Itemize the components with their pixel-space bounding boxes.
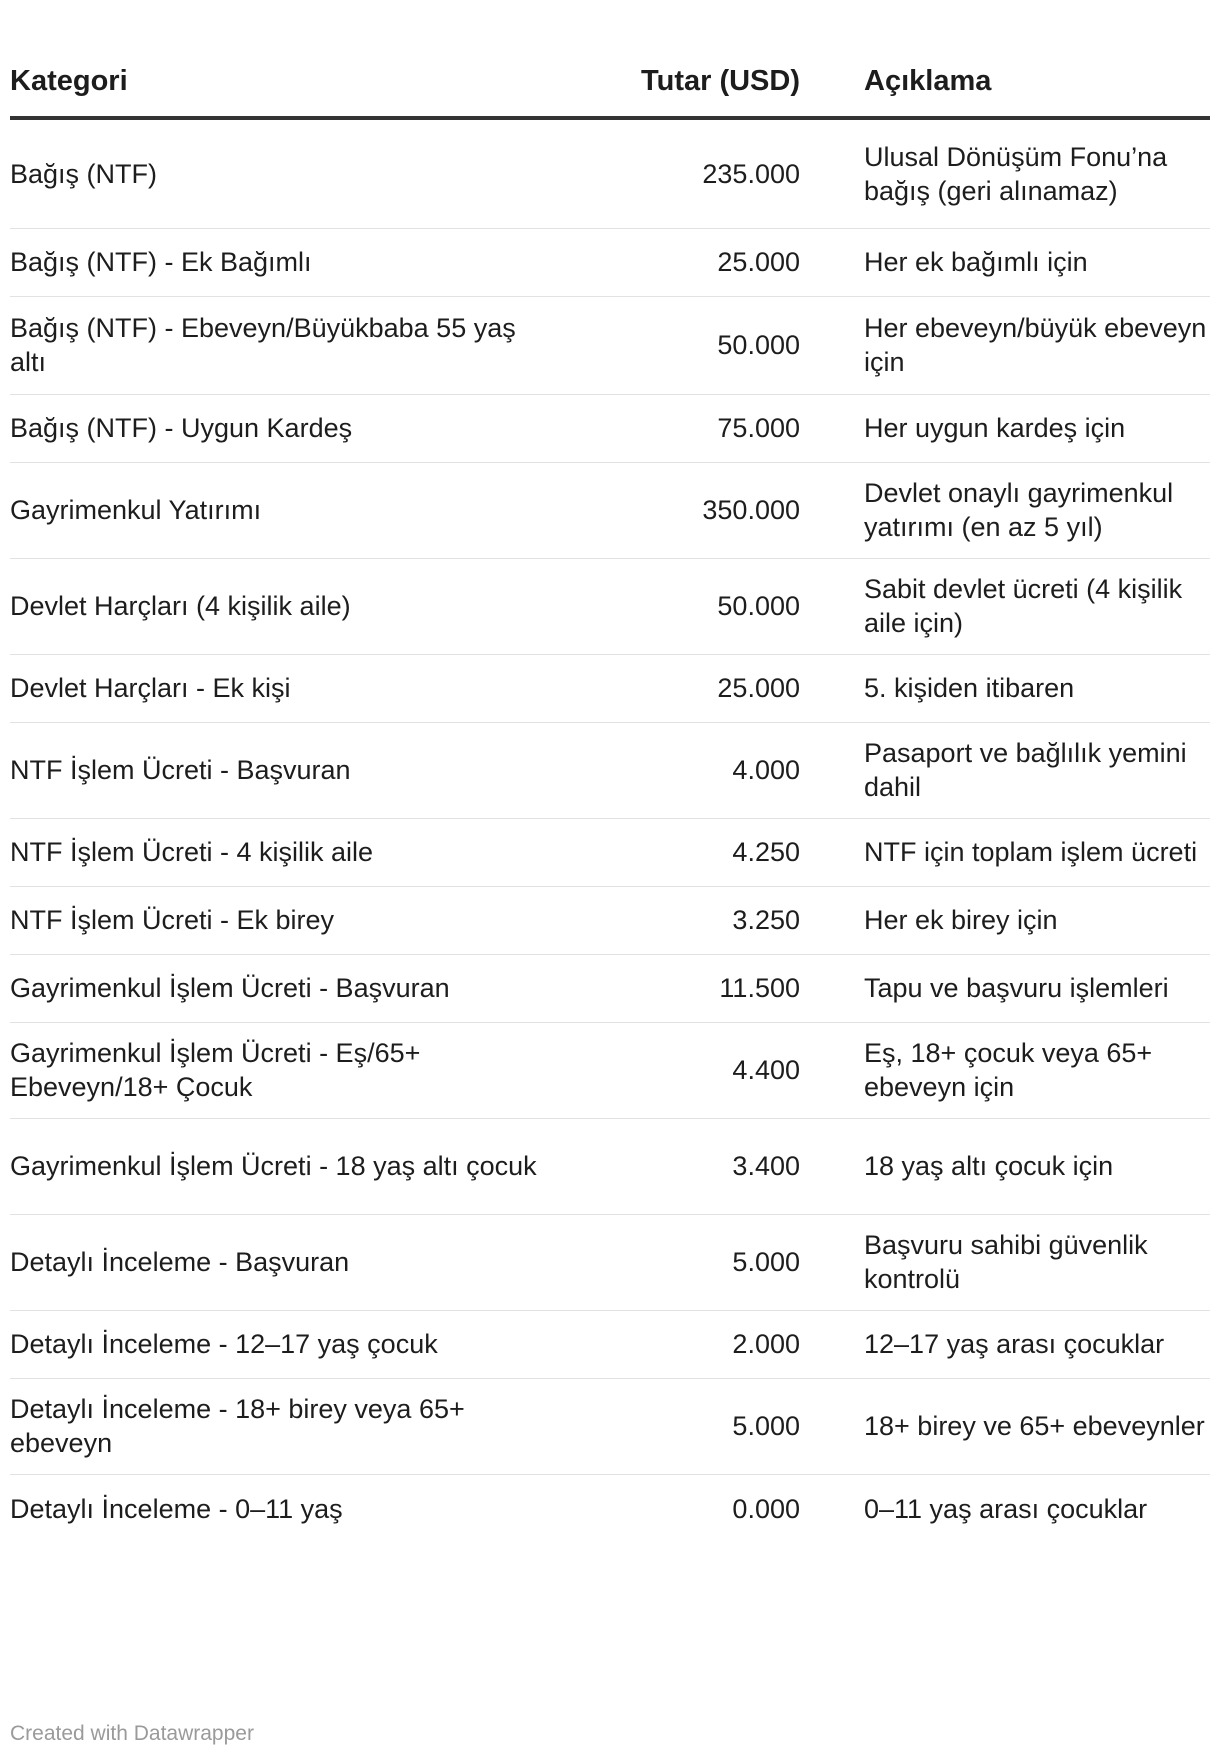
table-row [10,1022,1210,1118]
cell-description: 12–17 yaş arası çocuklar [800,1310,1210,1378]
datawrapper-credit[interactable]: Created with Datawrapper [10,1722,254,1745]
cell-category: Devlet Harçları - Ek kişi [10,654,590,722]
table-row [10,558,1210,654]
table-row [10,118,1210,228]
table-row [10,818,1210,886]
table-row [10,1214,1210,1310]
table-row [10,954,1210,1022]
header-amount: Tutar (USD) [590,0,800,118]
header-row [10,0,1210,118]
cell-description: 18 yaş altı çocuk için [800,1118,1210,1214]
cell-category: Detaylı İnceleme - 0–11 yaş [10,1494,343,1525]
cell-amount: 50.000 [590,558,800,654]
cell-description: Eş, 18+ çocuk veya 65+ ebeveyn için [800,1022,1210,1118]
cell-amount: 4.250 [590,818,800,886]
table-row [10,722,1210,818]
header-category: Kategori [10,0,590,118]
table-row [10,886,1210,954]
table-row [10,1118,1210,1214]
cell-amount: 5.000 [590,1378,800,1474]
cell-amount: 2.000 [590,1310,800,1378]
cell-category: Detaylı İnceleme - Başvuran [10,1214,590,1310]
table-row [10,228,1210,296]
table-row [10,394,1210,462]
cell-amount: 3.400 [590,1118,800,1214]
cell-category: Bağış (NTF) - Ebeveyn/Büyükbaba 55 yaş altı [10,296,590,394]
cell-description: 0–11 yaş arası çocuklar [864,1494,1148,1525]
table-row [10,462,1210,558]
cell-amount: 25.000 [590,228,800,296]
cell-description: 18+ birey ve 65+ ebeveynler [800,1378,1210,1474]
cell-description: Ulusal Dönüşüm Fonu’na bağış (geri alınamaz) [800,118,1210,228]
cell-amount: 5.000 [590,1214,800,1310]
cell-category: Bağış (NTF) - Uygun Kardeş [10,394,590,462]
cell-description: Her ebeveyn/büyük ebeveyn için [800,296,1210,394]
cell-category: Bağış (NTF) - Ek Bağımlı [10,228,590,296]
cell-category: Gayrimenkul Yatırımı [10,462,590,558]
cell-category: Detaylı İnceleme - 12–17 yaş çocuk [10,1310,590,1378]
cell-category: Gayrimenkul İşlem Ücreti - Başvuran [10,954,590,1022]
cell-category: NTF İşlem Ücreti - Başvuran [10,722,590,818]
fee-table [10,0,1210,1544]
table-header [10,0,1210,118]
cell-description: Pasaport ve bağlılık yemini dahil [800,722,1210,818]
cell-amount: 25.000 [590,654,800,722]
cell-amount: 50.000 [590,296,800,394]
cell-category: Detaylı İnceleme - 18+ birey veya 65+ ebeveyn [10,1378,590,1474]
cell-amount: 235.000 [590,118,800,228]
cell-description: Her uygun kardeş için [800,394,1210,462]
table-row [10,1310,1210,1378]
table-container [10,0,1210,1544]
table-row [10,654,1210,722]
cell-description: NTF için toplam işlem ücreti [800,818,1210,886]
cell-description: Her ek bağımlı için [800,228,1210,296]
cell-description: Devlet onaylı gayrimenkul yatırımı (en az 5 yıl) [800,462,1210,558]
cell-category: Bağış (NTF) [10,118,590,228]
cell-description: Başvuru sahibi güvenlik kontrolü [800,1214,1210,1310]
cell-category: Devlet Harçları (4 kişilik aile) [10,558,590,654]
header-description: Açıklama [800,0,1210,118]
cell-amount: 4.400 [590,1022,800,1118]
cell-amount: 75.000 [590,394,800,462]
cell-amount: 350.000 [590,462,800,558]
cell-category: Gayrimenkul İşlem Ücreti - 18 yaş altı çocuk [10,1118,590,1214]
cell-description: 5. kişiden itibaren [800,654,1210,722]
table-row [10,1378,1210,1474]
cell-amount: 3.250 [590,886,800,954]
cell-category: NTF İşlem Ücreti - 4 kişilik aile [10,818,590,886]
cell-amount: 0.000 [732,1494,800,1525]
cell-category: Gayrimenkul İşlem Ücreti - Eş/65+ Ebeveyn/18+ Çocuk [10,1022,590,1118]
table-body [10,118,1210,1544]
cell-amount: 4.000 [590,722,800,818]
table-row [10,1474,1210,1544]
table-row [10,296,1210,394]
cell-description: Tapu ve başvuru işlemleri [800,954,1210,1022]
cell-category: NTF İşlem Ücreti - Ek birey [10,886,590,954]
cell-description: Her ek birey için [800,886,1210,954]
cell-amount: 11.500 [590,954,800,1022]
cell-description: Sabit devlet ücreti (4 kişilik aile için) [800,558,1210,654]
